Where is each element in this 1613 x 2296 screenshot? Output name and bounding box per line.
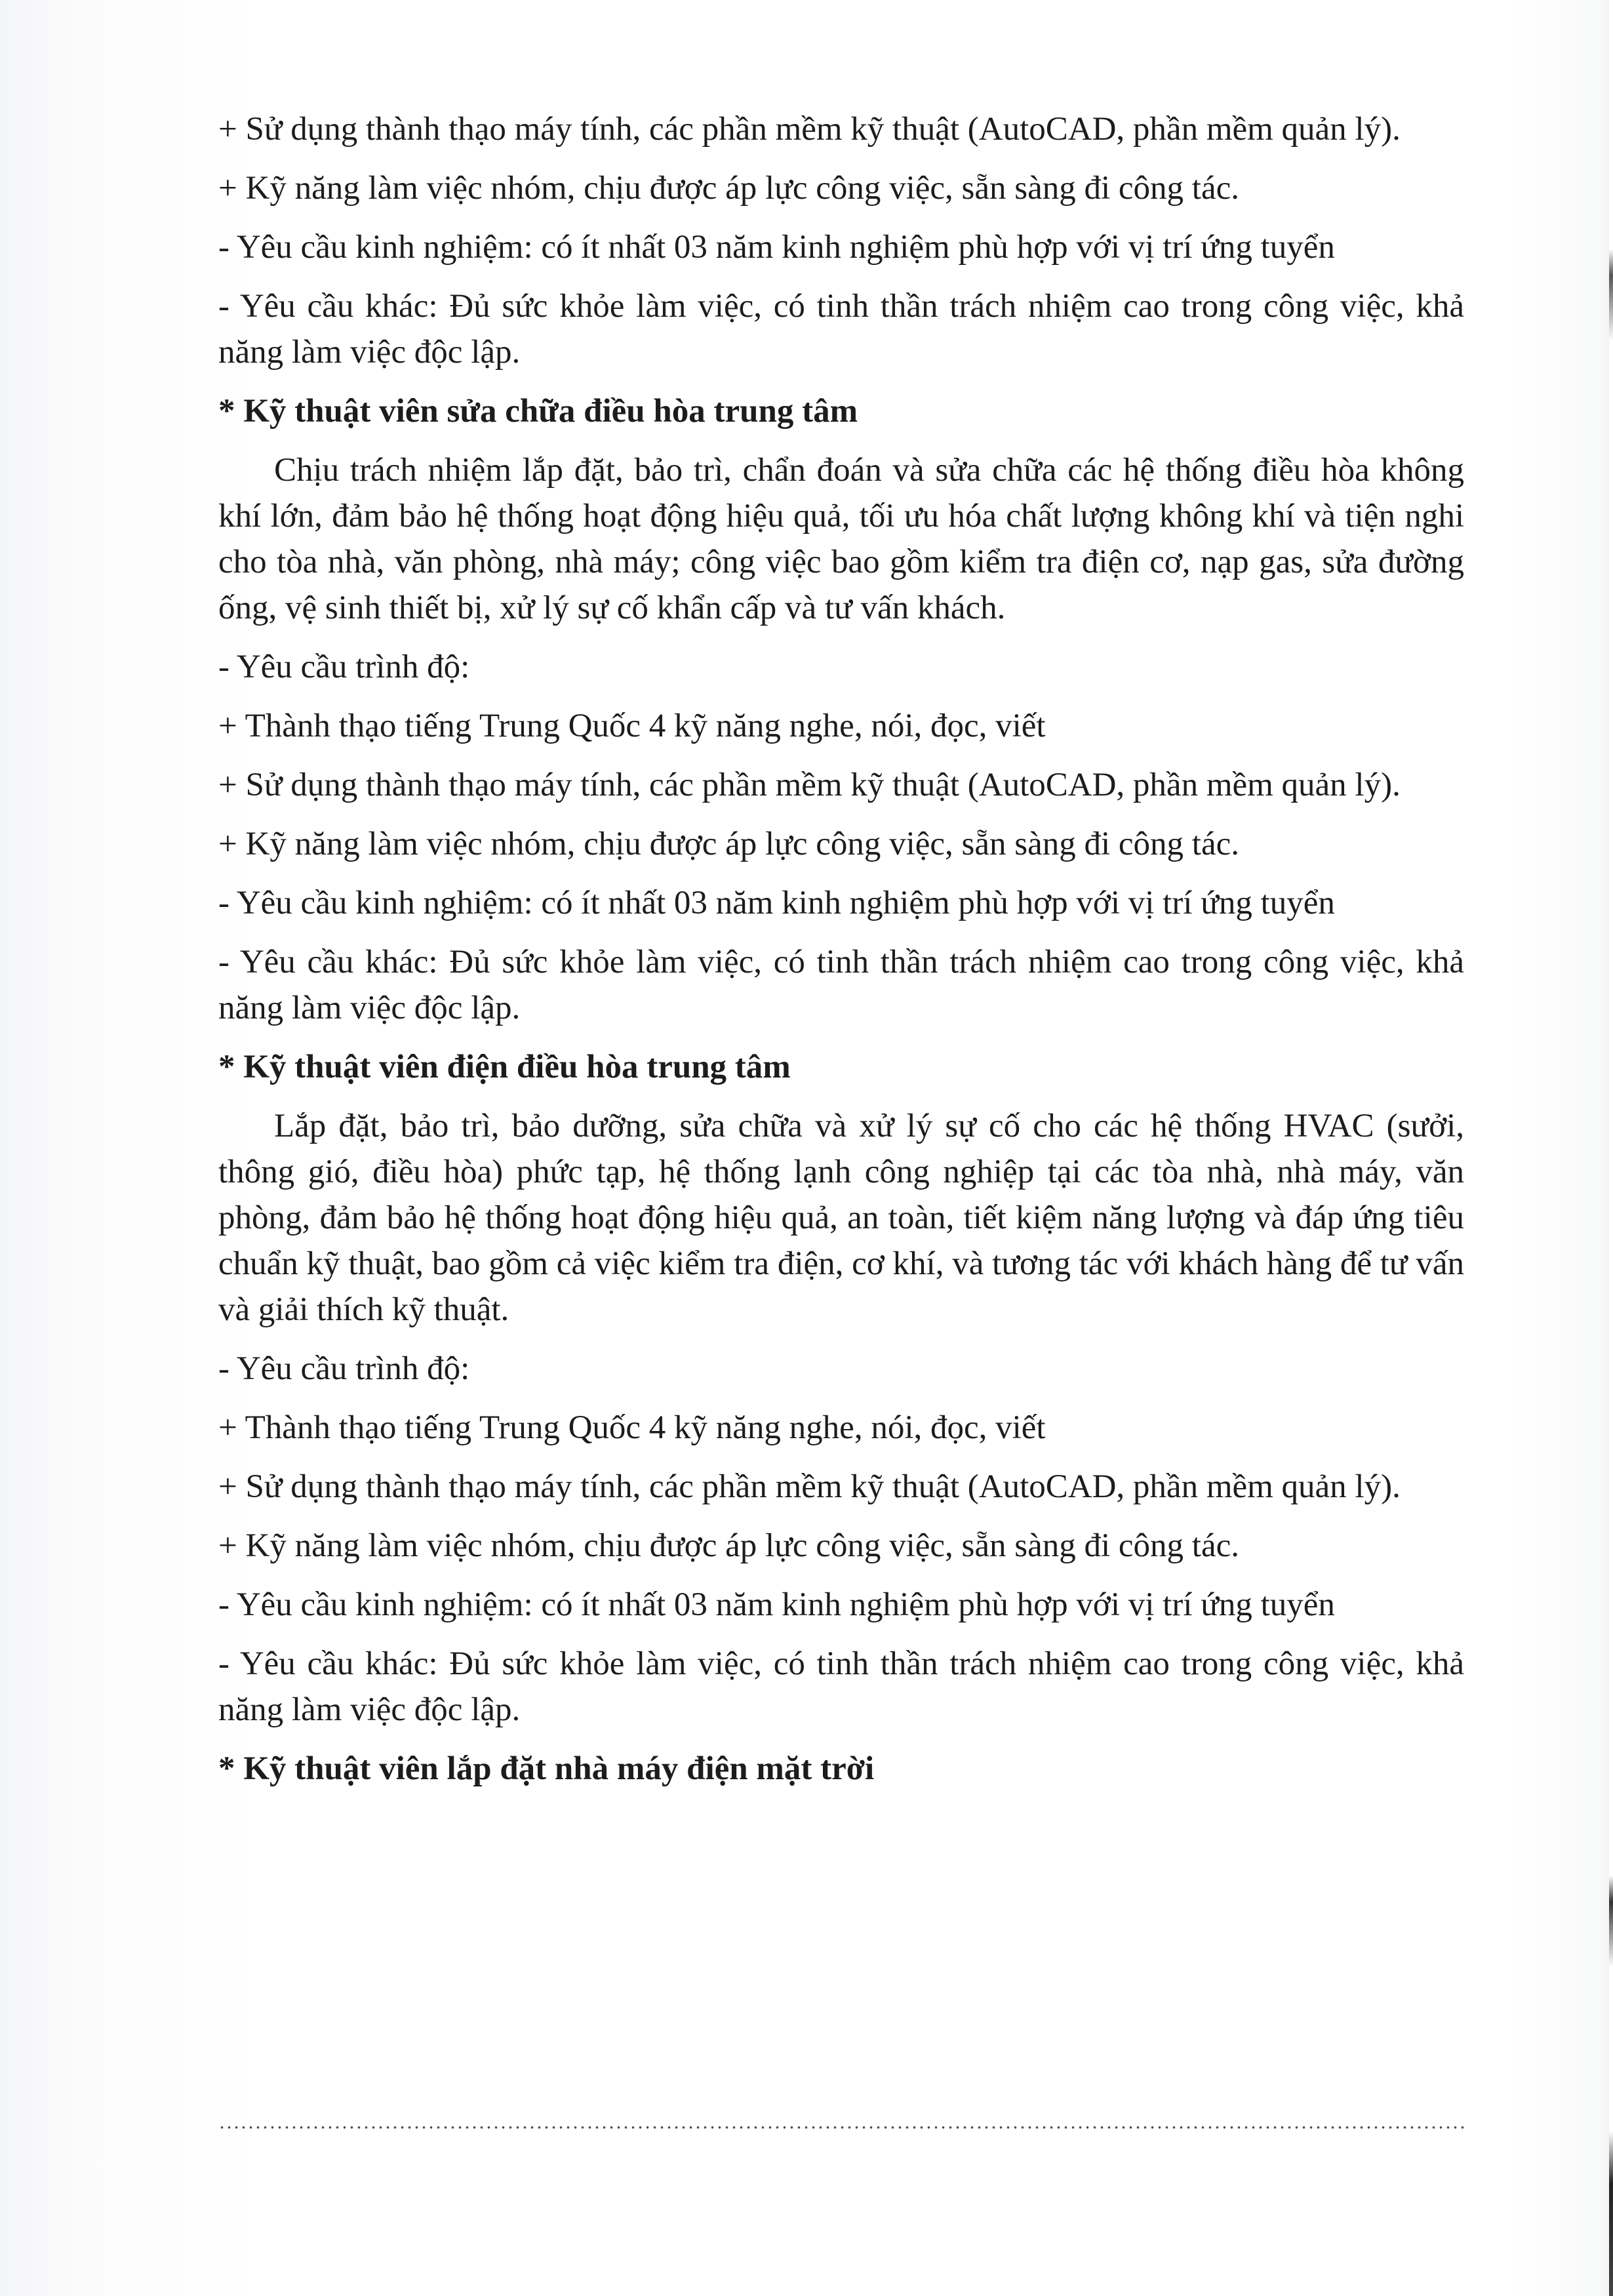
other-requirement-1: - Yêu cầu khác: Đủ sức khỏe làm việc, có tinh thần trách nhiệm cao trong công việc, khả năng làm việc độc lập. [218, 288, 1464, 371]
section-heading-ac-electrical-technician: * Kỹ thuật viên điện điều hòa trung tâm [218, 1049, 791, 1085]
section-heading-solar-plant-technician: * Kỹ thuật viên lắp đặt nhà máy điện mặt trời [218, 1750, 875, 1787]
cut-off-next-line [218, 2125, 1464, 2130]
bullet-teamwork-3: + Kỹ năng làm việc nhóm, chịu được áp lực công việc, sẵn sàng đi công tác. [218, 1527, 1239, 1564]
scan-edge-shadow [1609, 0, 1613, 2296]
document-page [218, 106, 1464, 1805]
bullet-software-skills-1: + Sử dụng thành thạo máy tính, các phần mềm kỹ thuật (AutoCAD, phần mềm quản lý). [218, 111, 1401, 148]
experience-requirement-1: - Yêu cầu kinh nghiệm: có ít nhất 03 năm kinh nghiệm phù hợp với vị trí ứng tuyển [218, 229, 1335, 266]
bullet-software-skills-3: + Sử dụng thành thạo máy tính, các phần mềm kỹ thuật (AutoCAD, phần mềm quản lý). [218, 1468, 1401, 1505]
job-description-ac-electrical: Lắp đặt, bảo trì, bảo dưỡng, sửa chữa và xử lý sự cố cho các hệ thống HVAC (sưởi, thông gió, điều hòa) phức tạp, hệ thống lạnh công nghiệp tại các tòa nhà, nhà máy, văn phòng, đảm bảo hệ thống hoạt động hiệu quả, an toàn, tiết kiệm năng lượng và đáp ứng tiêu chuẩn kỹ thuật, bao gồm cả việc kiểm tra điện, cơ khí, và tương tác với khách hàng để tư vấn và giải thích kỹ thuật. [218, 1108, 1464, 1328]
section-heading-ac-repair-technician: * Kỹ thuật viên sửa chữa điều hòa trung tâm [218, 393, 858, 430]
qualification-requirement-2: - Yêu cầu trình độ: [218, 649, 470, 685]
bullet-teamwork-2: + Kỹ năng làm việc nhóm, chịu được áp lực công việc, sẵn sàng đi công tác. [218, 826, 1239, 862]
experience-requirement-3: - Yêu cầu kinh nghiệm: có ít nhất 03 năm kinh nghiệm phù hợp với vị trí ứng tuyển [218, 1586, 1335, 1623]
bullet-software-skills-2: + Sử dụng thành thạo máy tính, các phần mềm kỹ thuật (AutoCAD, phần mềm quản lý). [218, 767, 1401, 803]
bullet-chinese-language-3: + Thành thạo tiếng Trung Quốc 4 kỹ năng nghe, nói, đọc, viết [218, 1409, 1046, 1446]
job-description-ac-repair: Chịu trách nhiệm lắp đặt, bảo trì, chẩn đoán và sửa chữa các hệ thống điều hòa không khí lớn, đảm bảo hệ thống hoạt động hiệu quả, tối ưu hóa chất lượng không khí và tiện nghi cho tòa nhà, văn phòng, nhà máy; công việc bao gồm kiểm tra điện cơ, nạp gas, sửa đường ống, vệ sinh thiết bị, xử lý sự cố khẩn cấp và tư vấn khách. [218, 452, 1464, 626]
bullet-teamwork-1: + Kỹ năng làm việc nhóm, chịu được áp lực công việc, sẵn sàng đi công tác. [218, 170, 1239, 207]
experience-requirement-2: - Yêu cầu kinh nghiệm: có ít nhất 03 năm kinh nghiệm phù hợp với vị trí ứng tuyển [218, 885, 1335, 921]
other-requirement-2: - Yêu cầu khác: Đủ sức khỏe làm việc, có tinh thần trách nhiệm cao trong công việc, khả năng làm việc độc lập. [218, 944, 1464, 1026]
other-requirement-3: - Yêu cầu khác: Đủ sức khỏe làm việc, có tinh thần trách nhiệm cao trong công việc, khả năng làm việc độc lập. [218, 1645, 1464, 1728]
qualification-requirement-3: - Yêu cầu trình độ: [218, 1350, 470, 1387]
bullet-chinese-language-2: + Thành thạo tiếng Trung Quốc 4 kỹ năng nghe, nói, đọc, viết [218, 708, 1046, 744]
